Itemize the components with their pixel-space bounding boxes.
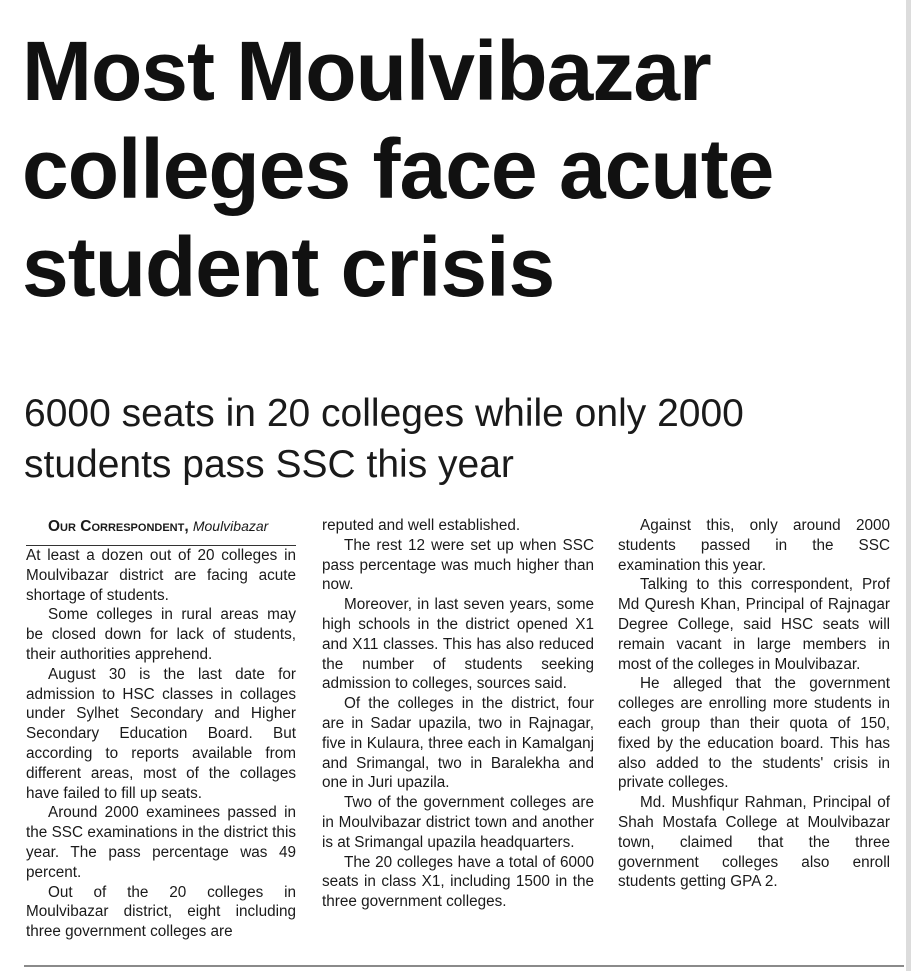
paragraph: Some colleges in rural areas may be closed down for lack of students, their authorities apprehend. [26, 606, 296, 663]
paragraph: Against this, only around 2000 students passed in the SSC examination this year. [618, 517, 890, 574]
byline [26, 516, 296, 546]
paragraph: Around 2000 examinees passed in the SSC examinations in the district this year. The pass percentage was 49 percent. [26, 804, 296, 881]
byline-correspondent: Our Correspondent, [48, 518, 189, 535]
column-3 [618, 516, 890, 892]
paragraph: Talking to this correspondent, Prof Md Quresh Khan, Principal of Rajnagar Degree College, said HSC seats will remain vacant in large members in most of the colleges in Moulvibazar. [618, 576, 890, 673]
paragraph: At least a dozen out of 20 colleges in Moulvibazar district are facing acute shortage of students. [26, 547, 296, 604]
byline-location: Moulvibazar [192, 518, 269, 534]
column-1 [26, 516, 296, 942]
paragraph: Md. Mushfiqur Rahman, Principal of Shah Mostafa College at Moulvibazar town, claimed that the three government colleges also enroll students getting GPA 2. [618, 794, 890, 891]
paragraph: Of the colleges in the district, four are in Sadar upazila, two in Rajnagar, five in Kulaura, three each in Kamalganj and Srimangal, two in Baralekha and one in Juri upazila. [322, 695, 594, 792]
paragraph: August 30 is the last date for admission to HSC classes in collages under Sylhet Secondary and Higher Secondary Education Board. But according to reports available from different areas, most of the collages have failed to fill up seats. [26, 665, 296, 802]
paragraph: The rest 12 were set up when SSC pass percentage was much higher than now. [322, 536, 594, 594]
paragraph: Out of the 20 colleges in Moulvibazar district, eight including three government colleges are [26, 883, 296, 941]
headline: Most Moulvibazar colleges face acute student crisis [22, 24, 774, 314]
page-edge [906, 0, 911, 971]
column-2 [322, 516, 594, 912]
paragraph: reputed and well established. [322, 517, 521, 534]
paragraph: He alleged that the government colleges are enrolling more students in each group than their quota of 150, fixed by the education board. This has also added to the students' crisis in private colleges. [618, 675, 890, 792]
paragraph: The 20 colleges have a total of 6000 seats in class X1, including 1500 in the three government colleges. [322, 853, 594, 911]
subheadline: 6000 seats in 20 colleges while only 2000 students pass SSC this year [24, 392, 744, 486]
paragraph: Moreover, in last seven years, some high schools in the district opened X1 and X11 classes. This has also reduced the number of students seeking admission to colleges, sources said. [322, 596, 594, 693]
bottom-rule [24, 965, 904, 967]
paragraph: Two of the government colleges are in Moulvibazar district town and another is at Srimangal upazila headquarters. [322, 794, 594, 851]
